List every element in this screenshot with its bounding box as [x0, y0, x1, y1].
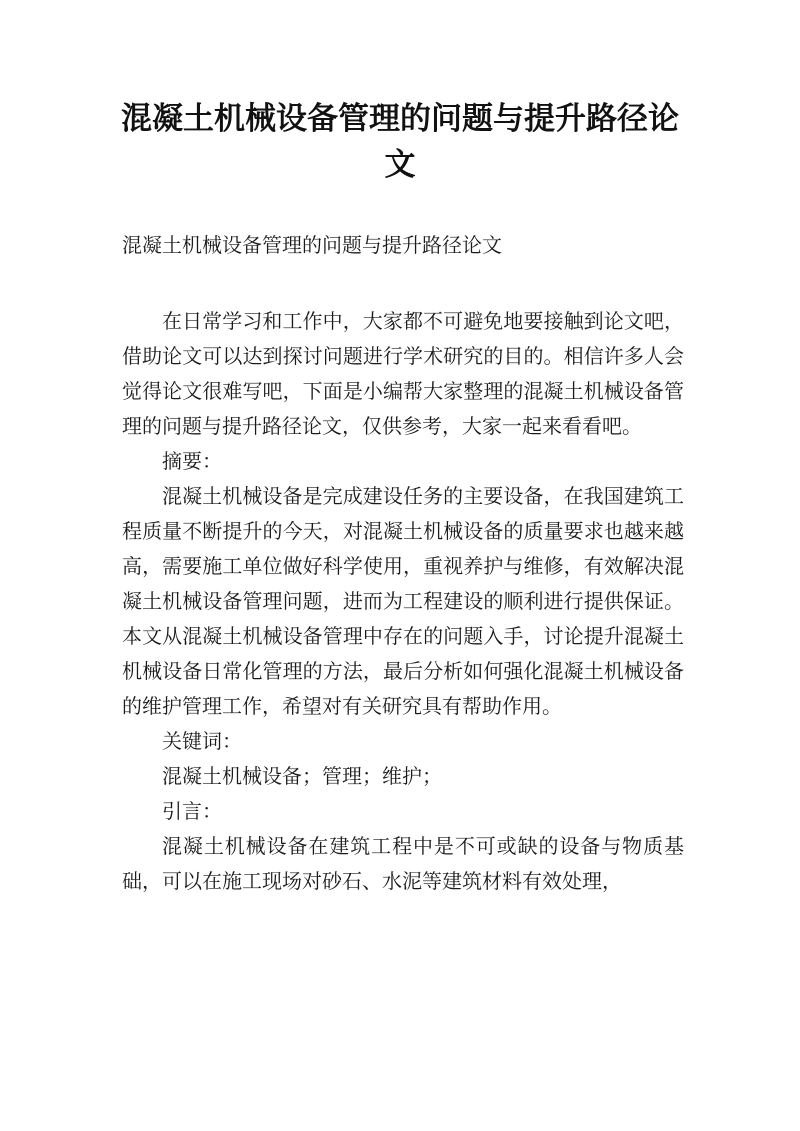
- keywords-label: 关键词：: [162, 729, 242, 753]
- document-title: 混凝土机械设备管理的问题与提升路径论文: [121, 101, 679, 183]
- preface-paragraph: 混凝土机械设备在建筑工程中是不可或缺的设备与物质基础，可以在施工现场对砂石、水泥等建筑材料有效处理，: [122, 834, 684, 893]
- keywords-paragraph: 混凝土机械设备；管理；维护；: [162, 764, 442, 788]
- preface-label: 引言：: [162, 799, 222, 823]
- document-subtitle: 混凝土机械设备管理的问题与提升路径论文: [122, 233, 502, 257]
- document-body: [122, 304, 684, 899]
- intro-paragraph: 在日常学习和工作中，大家都不可避免地要接触到论文吧，借助论文可以达到探讨问题进行学术研究的目的。相信许多人会觉得论文很难写吧，下面是小编帮大家整理的混凝土机械设备管理的问题与提升路径论文，仅供参考，大家一起来看看吧。: [122, 309, 684, 438]
- abstract-paragraph: 混凝土机械设备是完成建设任务的主要设备，在我国建筑工程质量不断提升的今天，对混凝土机械设备的质量要求也越来越高，需要施工单位做好科学使用，重视养护与维修，有效解决混凝土机械设备管理问题，进而为工程建设的顺利进行提供保证。本文从混凝土机械设备管理中存在的问题入手，讨论提升混凝土机械设备日常化管理的方法，最后分析如何强化混凝土机械设备的维护管理工作，希望对有关研究具有帮助作用。: [122, 484, 684, 718]
- abstract-label: 摘要：: [162, 449, 222, 473]
